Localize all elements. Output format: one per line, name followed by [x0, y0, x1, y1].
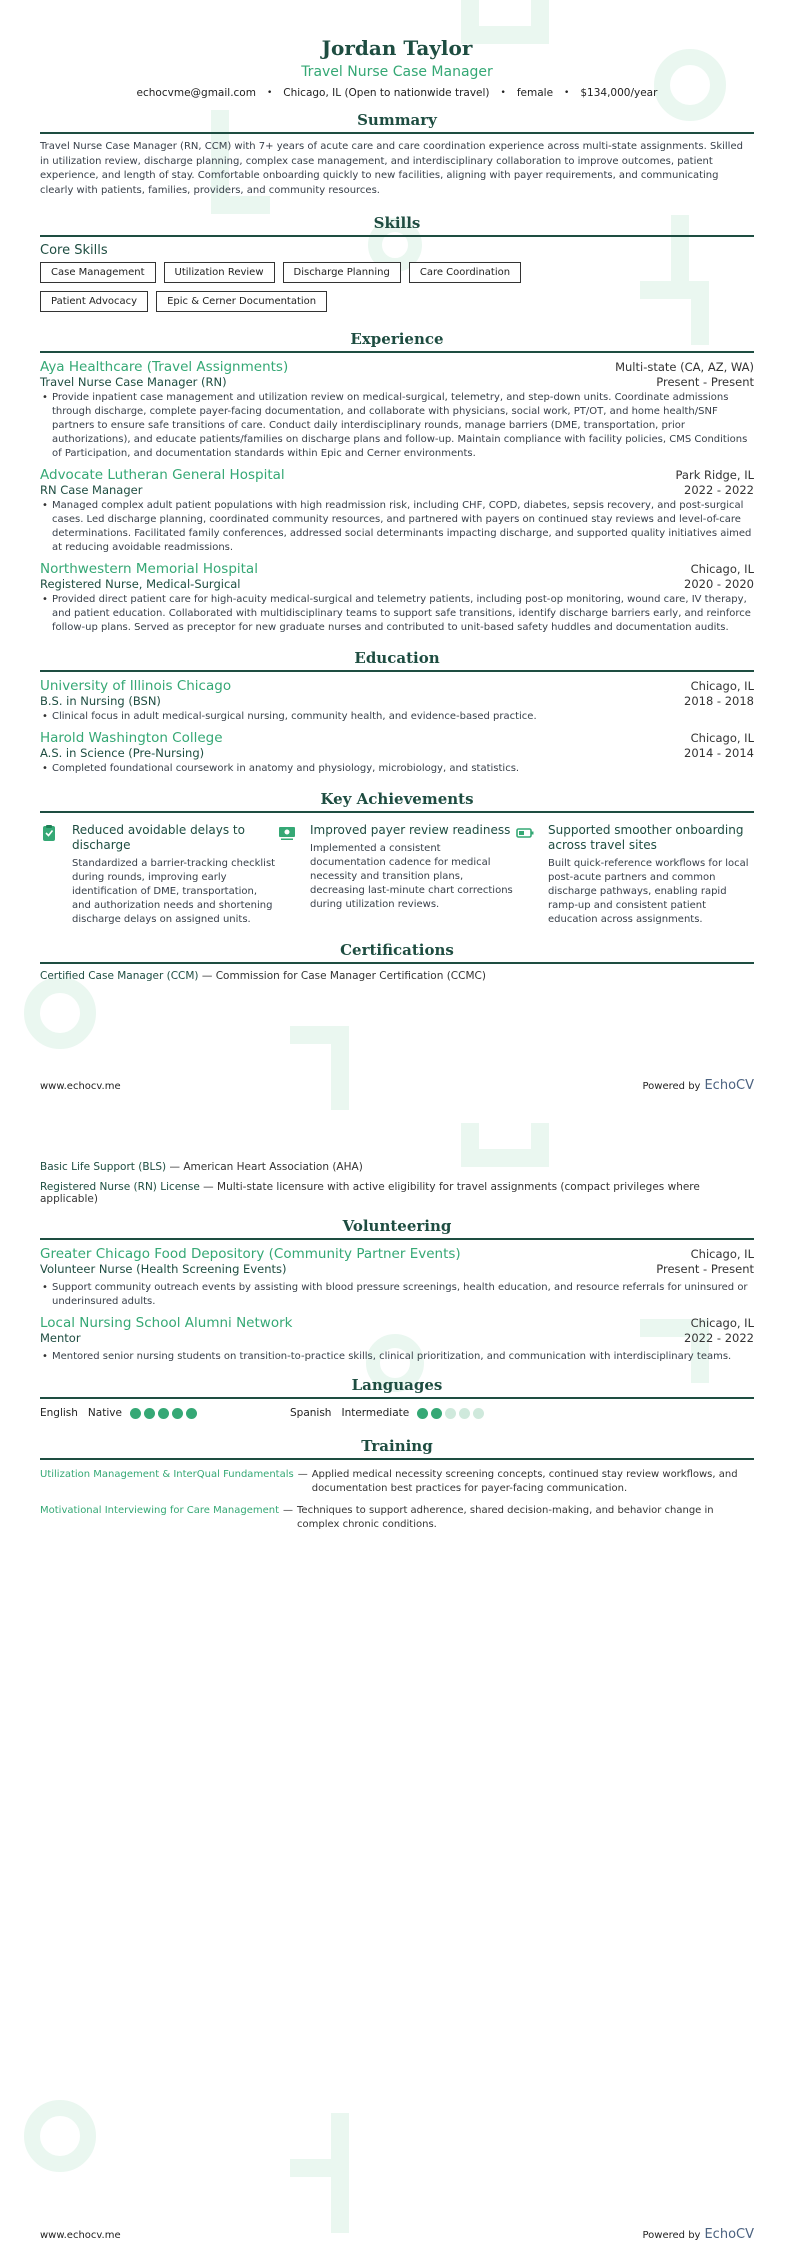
contact-email[interactable]: echocvme@gmail.com [136, 87, 256, 99]
job-description: • Provide inpatient case management and utilization review on medical-surgical, telemetry, and step-down units. Coordinate admissions through discharge, complete payer-facing documentation, and collaborate with physicians, social work, PT/OT, and home health/SNF partners to ensure safe transitions of care. Conduct daily interdisciplinary rounds, manage barriers (DME, transportation, prior authorizations), and educate patients/families on discharge plans and follow-up. Maintain compliance with facility policies, CMS Conditions of Participation, and documentation standards within Epic and Cerner environments. [40, 391, 754, 461]
training-description: Applied medical necessity screening concepts, continued stay review workflows, and documentation best practices for payer-facing communication. [311, 1469, 738, 1494]
language-item [40, 1407, 280, 1419]
footer-site-link[interactable]: www.echocv.me [40, 1081, 121, 1092]
echocv-brand[interactable]: EchoCV [704, 2227, 754, 2242]
training-section [40, 1437, 754, 1532]
certification-issuer: Multi-state licensure with active eligibility for travel assignments (compact privileges where applicable) [40, 1181, 700, 1205]
powered-by-label: Powered by [642, 1081, 701, 1092]
job-dates: 2022 - 2022 [684, 483, 754, 497]
employer-location: Multi-state (CA, AZ, WA) [615, 360, 754, 374]
languages-list [40, 1407, 754, 1419]
volunteer-description: • Mentored senior nursing students on transition-to-practice skills, clinical prioritization, and communication with interdisciplinary teams. [40, 1350, 754, 1364]
job-dates: 2020 - 2020 [684, 577, 754, 591]
skill-chip: Case Management [40, 262, 156, 283]
employer-location: Chicago, IL [690, 562, 754, 576]
experience-section [40, 330, 754, 635]
certification-name: Certified Case Manager (CCM) [40, 970, 199, 982]
skill-chip: Care Coordination [409, 262, 521, 283]
summary-text: Travel Nurse Case Manager (RN, CCM) with 7+ years of acute care and care coordination experience across multi-state assignments. Skilled in utilization review, discharge planning, complex case management, and interdisciplinary collaboration to improve outcomes, patient experience, and length of stay. Comfortable onboarding quickly to new facilities, aligning with payer requirements, and communicating clearly with patients, families, providers, and community resources. [40, 141, 743, 196]
certification-name: Registered Nurse (RN) License [40, 1181, 200, 1193]
language-name: Spanish [290, 1407, 332, 1419]
language-level: Native [87, 1407, 122, 1419]
degree-dates: 2014 - 2014 [684, 746, 754, 760]
skills-section [40, 214, 754, 320]
education-heading: Education [40, 649, 754, 672]
training-dash: — [297, 1469, 308, 1480]
school-location: Chicago, IL [690, 679, 754, 693]
volunteer-location: Chicago, IL [690, 1247, 754, 1261]
language-name: English [40, 1407, 78, 1419]
battery-icon [516, 824, 534, 842]
rating-dot [158, 1408, 169, 1419]
training-name: Utilization Management & InterQual Fundamentals [40, 1469, 294, 1480]
degree-title: B.S. in Nursing (BSN) [40, 694, 161, 708]
summary-section [40, 111, 754, 198]
rating-dot [445, 1408, 456, 1419]
certification-dash: — [169, 1161, 184, 1173]
school-name: University of Illinois Chicago [40, 678, 232, 694]
contact-gender: female [516, 87, 554, 99]
rating-dot [431, 1408, 442, 1419]
skill-chip: Discharge Planning [283, 262, 401, 283]
training-name: Motivational Interviewing for Care Management [40, 1505, 280, 1516]
employer-name: Aya Healthcare (Travel Assignments) [40, 359, 289, 375]
contact-separator: • [500, 88, 506, 98]
summary-heading: Summary [40, 111, 754, 134]
volunteering-section [40, 1217, 754, 1364]
education-entry [40, 678, 754, 724]
training-item [40, 1504, 754, 1532]
language-item [290, 1407, 530, 1419]
rating-dot [186, 1408, 197, 1419]
languages-heading: Languages [40, 1376, 754, 1399]
page-footer [40, 1078, 754, 1093]
certification-issuer: American Heart Association (AHA) [183, 1161, 363, 1173]
volunteering-entry [40, 1246, 754, 1309]
page-footer [40, 2227, 754, 2242]
footer-powered [643, 1078, 755, 1093]
volunteer-org: Greater Chicago Food Depository (Community Partner Events) [40, 1246, 461, 1262]
achievements-heading: Key Achievements [40, 790, 754, 813]
contact-separator: • [266, 88, 273, 98]
rating-dot [473, 1408, 484, 1419]
achievement-description: Standardized a barrier-tracking checklist during rounds, improving early identification of DME, transportation, and authorization needs and shortening discharge delays on assigned units. [72, 858, 276, 925]
money-icon [278, 824, 296, 842]
skills-heading: Skills [40, 214, 754, 237]
experience-entry [40, 561, 754, 635]
certification-issuer: Commission for Case Manager Certification (CCMC) [215, 970, 486, 982]
achievements-section [40, 790, 754, 927]
contact-salary: $134,000/year [580, 87, 658, 99]
achievement-card [40, 823, 278, 927]
volunteer-dates: Present - Present [656, 1262, 754, 1276]
job-description: • Provided direct patient care for high-acuity medical-surgical and telemetry patients, including post-op monitoring, wound care, IV therapy, and patient education. Collaborated with multidisciplinary teams to support safe transitions, identify discharge barriers early, and reinforce follow-up plans. Served as preceptor for new graduate nurses and contributed to unit-based safety huddles and documentation audits. [40, 593, 754, 635]
degree-dates: 2018 - 2018 [684, 694, 754, 708]
volunteer-location: Chicago, IL [690, 1316, 754, 1330]
school-location: Chicago, IL [690, 731, 754, 745]
achievement-card [516, 823, 754, 927]
echocv-brand[interactable]: EchoCV [704, 1078, 754, 1093]
language-level: Intermediate [341, 1407, 410, 1419]
certification-dash: — [201, 970, 216, 982]
education-description: • Clinical focus in adult medical-surgical nursing, community health, and evidence-based practice. [40, 710, 754, 724]
certification-item [40, 970, 754, 982]
powered-by-label: Powered by [642, 2230, 701, 2241]
training-description: Techniques to support adherence, shared decision-making, and behavior change in complex chronic conditions. [297, 1505, 714, 1530]
education-entry [40, 730, 754, 776]
rating-dot [144, 1408, 155, 1419]
volunteer-dates: 2022 - 2022 [684, 1331, 754, 1345]
experience-heading: Experience [40, 330, 754, 353]
skill-chip: Patient Advocacy [40, 291, 148, 312]
certification-name: Basic Life Support (BLS) [40, 1161, 167, 1173]
skill-chip: Utilization Review [164, 262, 275, 283]
rating-dot [417, 1408, 428, 1419]
certification-item [40, 1161, 754, 1173]
resume-page-2 [0, 1123, 794, 2246]
certification-dash: — [203, 1181, 218, 1193]
volunteer-role: Volunteer Nurse (Health Screening Events) [40, 1262, 287, 1276]
achievements-grid [40, 823, 754, 927]
volunteer-org: Local Nursing School Alumni Network [40, 1315, 293, 1331]
job-title: Registered Nurse, Medical-Surgical [40, 577, 241, 591]
employer-name: Advocate Lutheran General Hospital [40, 467, 285, 483]
job-description: • Managed complex adult patient populations with high readmission risk, including CHF, COPD, diabetes, sepsis recovery, and post-surgical cases. Led discharge planning, coordinated community resources, and partnered with payers on continued stay reviews and level-of-care determinations. Facilitated family conferences, addressed social determinants impacting discharge, and supported quality initiatives aimed at reducing avoidable readmissions. [40, 499, 754, 555]
employer-location: Park Ridge, IL [675, 468, 754, 482]
contact-separator: • [564, 88, 570, 98]
contact-line [40, 87, 754, 99]
job-title: Travel Nurse Case Manager (RN) [40, 375, 227, 389]
education-description: • Completed foundational coursework in anatomy and physiology, microbiology, and statistics. [40, 762, 754, 776]
education-section [40, 649, 754, 776]
training-item [40, 1468, 754, 1496]
rating-dot [459, 1408, 470, 1419]
footer-powered [643, 2227, 755, 2242]
certification-item [40, 1181, 754, 1205]
volunteer-description: • Support community outreach events by assisting with blood pressure screenings, health education, and resource referrals for uninsured or underinsured adults. [40, 1281, 754, 1309]
employer-name: Northwestern Memorial Hospital [40, 561, 258, 577]
candidate-title: Travel Nurse Case Manager [301, 64, 493, 80]
training-heading: Training [40, 1437, 754, 1460]
achievement-card [278, 823, 516, 927]
degree-title: A.S. in Science (Pre-Nursing) [40, 746, 205, 760]
school-name: Harold Washington College [40, 730, 223, 746]
achievement-title: Reduced avoidable delays to discharge [72, 823, 245, 852]
achievement-description: Implemented a consistent documentation cadence for medical necessity and transition plans, decreasing last-minute chart corrections during utilization reviews. [310, 843, 513, 910]
volunteering-entry [40, 1315, 754, 1364]
certifications-section [40, 941, 754, 982]
experience-entry [40, 467, 754, 555]
rating-dot [130, 1408, 141, 1419]
job-title: RN Case Manager [40, 483, 143, 497]
rating-dot [172, 1408, 183, 1419]
language-rating [417, 1408, 487, 1419]
skills-chip-list [40, 262, 640, 320]
volunteering-heading: Volunteering [40, 1217, 754, 1240]
job-dates: Present - Present [656, 375, 754, 389]
certifications-heading: Certifications [40, 941, 754, 964]
clipboard-icon [40, 824, 58, 842]
skill-chip: Epic & Cerner Documentation [156, 291, 327, 312]
core-skills-label: Core Skills [40, 243, 108, 258]
experience-entry [40, 359, 754, 461]
achievement-description: Built quick-reference workflows for local post-acute partners and common discharge pathways, enabling rapid ramp-up and consistent patient education across assignments. [548, 858, 749, 925]
language-rating [130, 1408, 200, 1419]
candidate-name: Jordan Taylor [321, 36, 473, 60]
languages-section [40, 1376, 754, 1419]
footer-site-link[interactable]: www.echocv.me [40, 2230, 121, 2241]
volunteer-role: Mentor [40, 1331, 81, 1345]
contact-location: Chicago, IL (Open to nationwide travel) [283, 87, 490, 99]
training-dash: — [283, 1505, 294, 1516]
achievement-title: Supported smoother onboarding across travel sites [548, 823, 744, 852]
certifications-continued [40, 1161, 754, 1205]
achievement-title: Improved payer review readiness [310, 823, 511, 837]
